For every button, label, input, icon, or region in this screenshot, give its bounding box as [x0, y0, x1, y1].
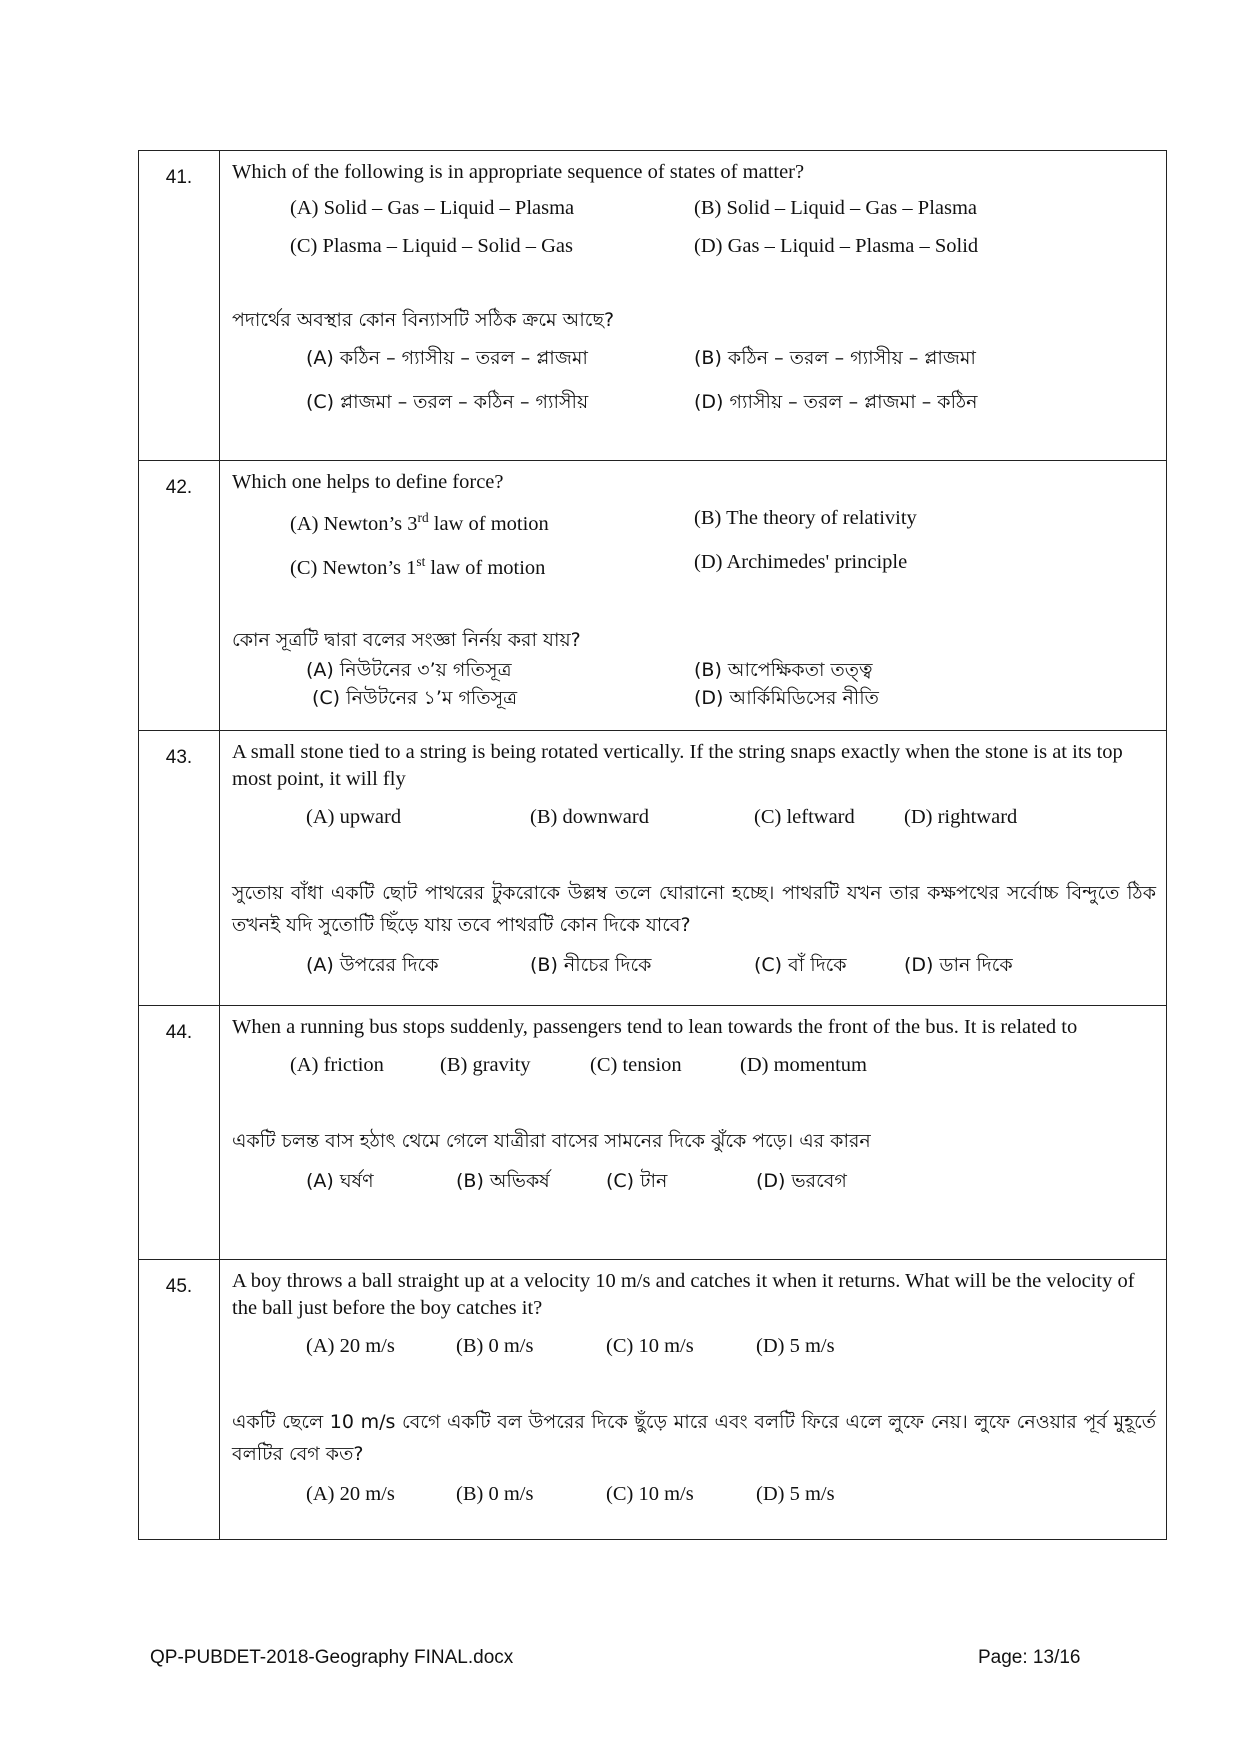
footer-page-number: Page: 13/16: [978, 1647, 1081, 1668]
option-a-bn: (A) নিউটনের ৩’য় গতিসূত্র: [306, 658, 512, 681]
options-en: [232, 801, 1156, 833]
options-bn: [232, 656, 1156, 712]
question-stem-bn: সুতোয় বাঁধা একটি ছোট পাথরের টুকরোকে উল্লম্ব তলে ঘোরানো হচ্ছে। পাথরটি যখন তার কক্ষপথের সর্বোচ্চ বিন্দুতে ঠিক তখনই যদি সুতোটি ছিঁড়ে যায় তবে পাথরটি কোন দিকে যাবে?: [232, 882, 1156, 936]
option-a: (A) upward: [306, 806, 402, 828]
option-c: (C) tension: [590, 1054, 682, 1076]
options-bn: [232, 342, 1156, 418]
question-stem-en: A boy throws a ball straight up at a velocity 10 m/s and catches it when it returns. What will be the velocity of the ball just before the boy catches it?: [232, 1270, 1135, 1319]
question-table: [138, 150, 1167, 1540]
option-c: (C) leftward: [754, 806, 855, 828]
option-d: (D) Archimedes' principle: [694, 550, 908, 573]
option-c-bn: (C) 10 m/s: [606, 1483, 694, 1505]
option-b: (B) Solid – Liquid – Gas – Plasma: [694, 197, 978, 219]
question-row-45: [139, 1260, 1167, 1540]
options-bn: [232, 949, 1156, 981]
question-number: 42.: [139, 461, 220, 731]
question-stem-en: A small stone tied to a string is being rotated vertically. If the string snaps exactly when the stone is at its top most point, it will fly: [232, 741, 1123, 790]
option-b: (B) The theory of relativity: [694, 507, 917, 529]
question-stem-bn: একটি চলন্ত বাস হঠাৎ থেমে গেলে যাত্রীরা বাসের সামনের দিকে ঝুঁকে পড়ে। এর কারন: [232, 1130, 871, 1152]
option-b-bn: (B) আপেক্ষিকতা তত্ত্ব: [694, 658, 873, 681]
question-number: 41.: [139, 151, 220, 461]
option-c-bn: (C) নিউটনের ১’ম গতিসূত্র: [312, 686, 518, 709]
option-b: (B) downward: [530, 806, 649, 828]
question-row-44: [139, 1006, 1167, 1260]
option-b: (B) 0 m/s: [456, 1335, 534, 1357]
question-number: 44.: [139, 1006, 220, 1260]
option-a: (A) Newton’s 3rd law of motion: [290, 510, 549, 535]
option-b: (B) gravity: [440, 1054, 531, 1076]
option-a-bn: (A) ঘর্ষণ: [306, 1170, 374, 1192]
option-d-bn: (D) ভরবেগ: [756, 1170, 847, 1192]
option-d-bn: (D) 5 m/s: [756, 1483, 835, 1505]
question-row-42: [139, 461, 1167, 731]
question-row-41: [139, 151, 1167, 461]
option-d: (D) 5 m/s: [756, 1335, 835, 1357]
question-stem-bn: কোন সূত্রটি দ্বারা বলের সংজ্ঞা নির্নয় করা যায়?: [232, 628, 581, 651]
option-d-bn: (D) গ্যাসীয় – তরল – প্লাজমা – কঠিন: [694, 391, 978, 413]
question-number: 43.: [139, 731, 220, 1006]
option-c-bn: (C) প্লাজমা – তরল – কঠিন – গ্যাসীয়: [306, 391, 589, 413]
option-c: (C) 10 m/s: [606, 1335, 694, 1357]
option-a: (A) 20 m/s: [306, 1335, 395, 1357]
option-b-bn: (B) কঠিন – তরল – গ্যাসীয় – প্লাজমা: [694, 347, 976, 369]
question-stem-en: When a running bus stops suddenly, passengers tend to lean towards the front of the bus. It is related to: [232, 1016, 1078, 1038]
option-a: (A) friction: [290, 1054, 384, 1076]
option-c: (C) Newton’s 1st law of motion: [290, 553, 546, 579]
options-bn: [232, 1478, 1156, 1510]
option-d-bn: (D) আর্কিমিডিসের নীতি: [694, 686, 879, 709]
options-en: [232, 1049, 1156, 1081]
question-row-43: [139, 731, 1167, 1006]
option-a-bn: (A) 20 m/s: [306, 1483, 395, 1505]
option-b-bn: (B) অভিকর্ষ: [456, 1170, 550, 1192]
question-number: 45.: [139, 1260, 220, 1540]
option-c-bn: (C) টান: [606, 1170, 668, 1192]
option-c-bn: (C) বাঁ দিকে: [754, 954, 847, 976]
question-stem-en: Which one helps to define force?: [232, 471, 504, 493]
option-b-bn: (B) নীচের দিকে: [530, 954, 652, 976]
option-d: (D) rightward: [904, 806, 1018, 828]
option-d: (D) Gas – Liquid – Plasma – Solid: [694, 235, 979, 257]
question-stem-en: Which of the following is in appropriate sequence of states of matter?: [232, 161, 805, 183]
option-d-bn: (D) ডান দিকে: [904, 954, 1013, 976]
option-d: (D) momentum: [740, 1054, 867, 1076]
option-a-bn: (A) কঠিন – গ্যাসীয় – তরল – প্লাজমা: [306, 347, 588, 369]
question-stem-bn: একটি ছেলে 10 m/s বেগে একটি বল উপরের দিকে ছুঁড়ে মারে এবং বলটি ফিরে এলে লুফে নেয়। লুফে নেওয়ার পূর্ব মুহূর্তে বলটির বেগ কত?: [232, 1411, 1156, 1465]
options-bn: [232, 1165, 1156, 1197]
option-a: (A) Solid – Gas – Liquid – Plasma: [290, 197, 575, 219]
question-stem-bn: পদার্থের অবস্থার কোন বিন্যাসটি সঠিক ক্রমে আছে?: [232, 309, 615, 331]
footer-filename: QP-PUBDET-2018-Geography FINAL.docx: [150, 1647, 514, 1668]
options-en: [232, 1330, 1156, 1362]
option-b-bn: (B) 0 m/s: [456, 1483, 534, 1505]
option-c: (C) Plasma – Liquid – Solid – Gas: [290, 235, 574, 257]
options-en: [232, 192, 1156, 262]
option-a-bn: (A) উপরের দিকে: [306, 954, 439, 976]
options-en: [232, 502, 1156, 584]
